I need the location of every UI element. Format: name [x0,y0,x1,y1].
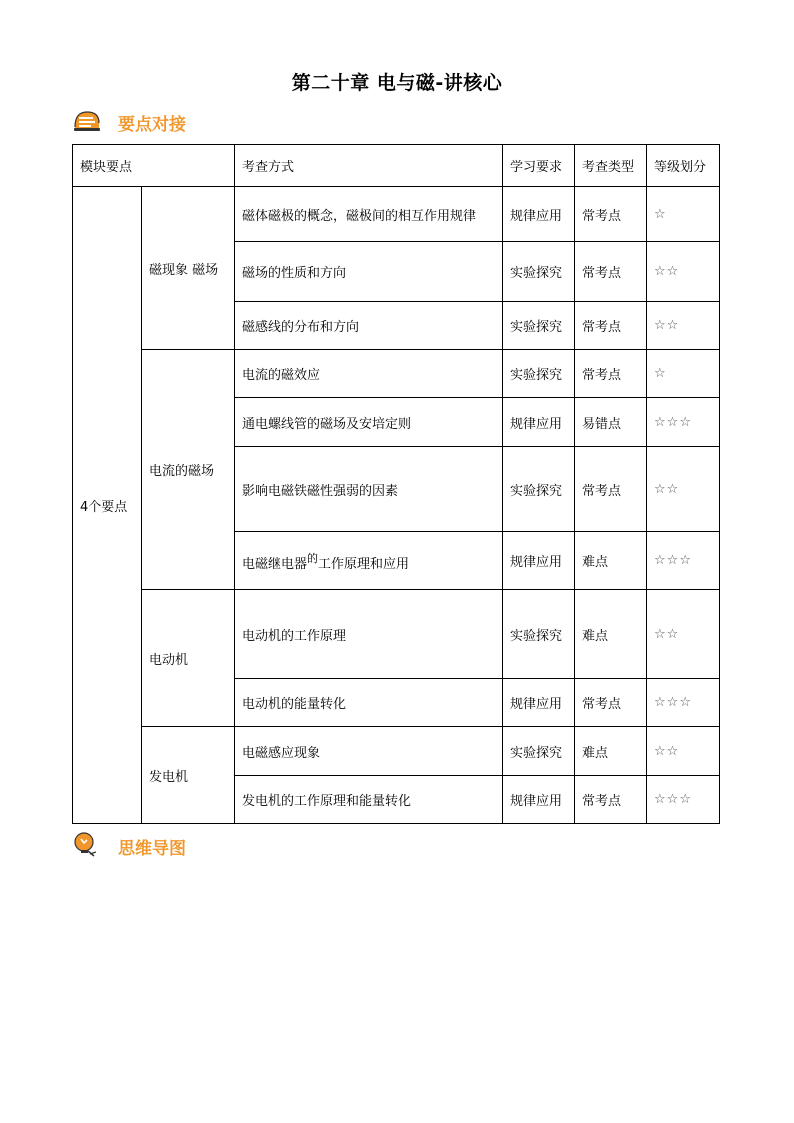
type-cell: 常考点 [575,447,647,532]
method-cell: 电动机的能量转化 [235,679,503,727]
requirement-cell: 实验探究 [503,727,575,776]
requirement-cell: 实验探究 [503,242,575,302]
method-cell: 磁场的性质和方向 [235,242,503,302]
section-title: 思维导图 [118,838,186,859]
requirement-cell: 规律应用 [503,187,575,242]
type-cell: 难点 [575,532,647,590]
type-cell: 常考点 [575,302,647,350]
level-cell: ☆☆ [647,447,720,532]
method-cell: 电动机的工作原理 [235,590,503,679]
requirement-cell: 规律应用 [503,776,575,824]
level-cell: ☆☆ [647,242,720,302]
type-cell: 常考点 [575,242,647,302]
header-requirement: 学习要求 [503,145,575,187]
method-cell: 磁感线的分布和方向 [235,302,503,350]
type-cell: 常考点 [575,350,647,398]
type-cell: 难点 [575,590,647,679]
header-module: 模块要点 [73,145,235,187]
requirement-cell: 实验探究 [503,302,575,350]
section-title: 要点对接 [118,114,186,135]
requirement-cell: 规律应用 [503,398,575,447]
level-cell: ☆☆☆ [647,679,720,727]
group-label: 4个要点 [73,187,142,824]
requirement-cell: 实验探究 [503,350,575,398]
key-points-table [72,144,720,824]
method-text: 工作原理和应用 [318,556,410,572]
requirement-cell: 规律应用 [503,532,575,590]
method-cell: 影响电磁铁磁性强弱的因素 [235,447,503,532]
section-key-points [72,107,186,137]
header-level: 等级划分 [647,145,720,187]
requirement-cell: 实验探究 [503,447,575,532]
type-cell: 常考点 [575,679,647,727]
header-type: 考查类型 [575,145,647,187]
method-cell: 发电机的工作原理和能量转化 [235,776,503,824]
level-cell: ☆ [647,187,720,242]
type-cell: 难点 [575,727,647,776]
level-cell: ☆☆ [647,590,720,679]
method-cell: 电流的磁效应 [235,350,503,398]
method-text: 电磁继电器 [242,556,308,572]
level-cell: ☆☆☆ [647,398,720,447]
type-cell: 易错点 [575,398,647,447]
table-row [73,187,720,242]
method-cell: 磁体磁极的概念，磁极间的相互作用规律 [235,187,503,242]
level-cell: ☆☆ [647,302,720,350]
module-name: 电流的磁场 [142,350,235,590]
module-name: 发电机 [142,727,235,824]
section-mind-map [72,830,186,862]
method-cell [235,532,503,590]
requirement-cell: 实验探究 [503,590,575,679]
page-title: 第二十章 电与磁-讲核心 [291,72,503,94]
type-cell: 常考点 [575,776,647,824]
table-row [73,727,720,776]
level-cell: ☆ [647,350,720,398]
header-method: 考查方式 [235,145,503,187]
requirement-cell: 规律应用 [503,679,575,727]
table-row [73,590,720,679]
method-superscript: 的 [307,551,319,565]
type-cell: 常考点 [575,187,647,242]
method-cell: 通电螺线管的磁场及安培定则 [235,398,503,447]
module-name: 电动机 [142,590,235,727]
table-row [73,350,720,398]
level-cell: ☆☆ [647,727,720,776]
notes-icon [72,107,102,137]
table-header-row [73,145,720,187]
level-cell: ☆☆☆ [647,532,720,590]
level-cell: ☆☆☆ [647,776,720,824]
module-name: 磁现象 磁场 [142,187,235,350]
lightbulb-icon [72,830,98,862]
method-cell: 电磁感应现象 [235,727,503,776]
